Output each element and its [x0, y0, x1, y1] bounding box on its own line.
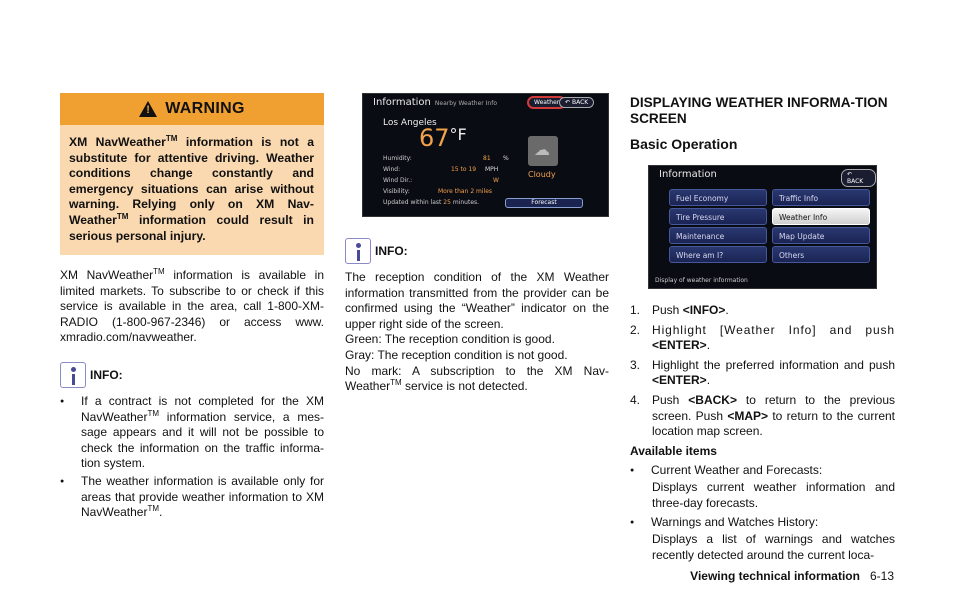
weather-screen-image — [362, 93, 609, 217]
menu-item-weather-info: Weather Info — [772, 208, 870, 225]
step-text: . — [725, 303, 729, 317]
info-paragraph: The reception condition of the XM Weather information transmitted from the provider can be confirmed using the “Weather” indicator on the upper right side of the screen. — [345, 270, 609, 331]
weather-indicator: Weather — [528, 97, 565, 108]
back-label: BACK — [571, 99, 589, 106]
intro-text: XM NavWeather — [60, 268, 154, 282]
back-label: BACK — [847, 178, 864, 185]
item-description: Displays a list of warnings and watches recently detected around the current loca- — [652, 532, 895, 562]
step-text: Push — [652, 392, 689, 407]
intro-paragraph — [60, 268, 324, 346]
temperature-unit: °F — [449, 125, 467, 144]
back-button-screen — [841, 169, 876, 187]
tm-mark: TM — [390, 378, 402, 388]
info-label: INFO: — [90, 367, 123, 382]
page-footer — [690, 569, 894, 583]
menu-item-others: Others — [772, 246, 870, 263]
screen-breadcrumb: Nearby Weather Info — [434, 100, 498, 107]
step-text: to return to the previous screen. Push — [652, 392, 895, 423]
weather-row — [383, 155, 533, 162]
screen-title — [373, 97, 497, 108]
row-value: 15 to 19 — [451, 166, 477, 173]
list-text: The weather information is available only for areas that provide weather information to XM NavWeather — [81, 473, 324, 520]
information-screen-image — [648, 165, 877, 289]
warning-text: XM NavWeather — [69, 135, 166, 149]
menu-item-traffic-info: Traffic Info — [772, 189, 870, 206]
step-item — [630, 393, 895, 440]
row-value: W — [493, 177, 499, 184]
available-items-list — [630, 515, 895, 531]
step-key: <MAP> — [727, 408, 769, 423]
tm-mark: TM — [147, 504, 160, 514]
step-number: 3. — [630, 357, 641, 372]
column-middle — [345, 93, 609, 395]
section-heading: DISPLAYING WEATHER INFORMA-TION SCREEN — [630, 95, 888, 126]
available-items-heading: Available items — [630, 443, 717, 458]
step-key: <INFO> — [682, 303, 726, 317]
menu-item-tire-pressure: Tire Pressure — [669, 208, 767, 225]
row-value: 81 — [483, 155, 491, 162]
warning-body — [60, 125, 324, 255]
cloudy-icon — [528, 136, 558, 166]
updated-minutes: 25 — [443, 199, 451, 206]
info-label: INFO: — [375, 244, 408, 258]
list-item — [60, 474, 324, 521]
list-text: If a contract is not completed for the XM NavWeather — [81, 393, 324, 424]
menu-item-map-update: Map Update — [772, 227, 870, 244]
subsection-heading: Basic Operation — [630, 136, 738, 152]
warning-title: WARNING — [165, 100, 245, 117]
tm-mark: TM — [165, 133, 178, 143]
city-name: Los Angeles — [383, 118, 437, 128]
info-text: service is not detected. — [401, 379, 528, 394]
row-label: Humidity: — [383, 155, 412, 162]
list-text: information service, a mes-sage appears and it will not be possible to check the information on the traffic informa-tion system. — [81, 409, 324, 471]
list-item: ● Current Weather and Forecasts: — [630, 463, 895, 479]
column-right — [630, 93, 895, 566]
menu-item-fuel-economy: Fuel Economy — [669, 189, 767, 206]
row-value: More than 2 miles — [438, 188, 493, 195]
available-items-list — [630, 463, 895, 479]
info-text: No mark: A subscription to the XM Nav-Weather — [345, 363, 609, 394]
warning-text: information could result in serious personal injury. — [69, 212, 314, 243]
step-item — [630, 358, 895, 389]
step-key: <ENTER> — [652, 338, 707, 353]
warning-header — [60, 93, 324, 125]
step-text: Highlight [Weather Info] and push — [652, 322, 895, 337]
info-icon — [60, 362, 86, 388]
step-number: 1. — [630, 303, 641, 317]
tm-mark: TM — [116, 211, 129, 221]
temperature — [419, 124, 467, 152]
forecast-button-screen: Forecast — [505, 198, 583, 208]
step-item — [630, 323, 895, 354]
info-paragraph — [345, 364, 609, 395]
column-left — [60, 93, 324, 523]
steps-list — [630, 303, 895, 440]
intro-text: information is available in limited markets. To subscribe to or check if this service is available in the area, call 1-800-XM-RADIO (1-800-967-2346) or access www. xmradio.com/navweather. — [60, 268, 324, 345]
info-paragraph: Green: The reception condition is good. — [345, 332, 555, 347]
list-item: ● Warnings and Watches History: — [630, 515, 895, 531]
row-label: Visibility: — [383, 188, 410, 195]
screen-status: Display of weather information — [655, 277, 748, 284]
tm-mark: TM — [153, 267, 165, 276]
step-text: . — [706, 373, 711, 388]
step-text: Push — [652, 303, 683, 317]
step-text: to return to the current location map screen. — [652, 408, 896, 439]
info-heading — [345, 238, 609, 264]
back-icon: ↶ — [565, 99, 571, 106]
row-unit: MPH — [485, 166, 499, 173]
weather-condition: Cloudy — [528, 170, 556, 179]
step-key: <BACK> — [688, 392, 737, 407]
step-text: . — [706, 338, 711, 353]
info-list — [60, 394, 324, 521]
list-item — [60, 394, 324, 472]
updated-text: Updated within last — [383, 199, 442, 206]
info-icon — [345, 238, 371, 264]
step-text: Highlight the preferred information and push — [652, 357, 895, 372]
screen-title: Information — [659, 169, 717, 180]
weather-row — [383, 188, 533, 195]
menu-item-where-am-i: Where am I? — [669, 246, 767, 263]
row-unit: % — [503, 155, 509, 162]
list-text: . — [159, 505, 163, 520]
step-key: <ENTER> — [652, 373, 707, 388]
warning-text: information is not a substitute for attentive driving. Weather conditions change constantly and emergency situations can arise without warning. Relying only on XM Nav-Weather — [69, 135, 314, 227]
temperature-value: 67 — [419, 124, 450, 152]
row-label: Wind: — [383, 166, 401, 173]
page-number: 6-13 — [869, 569, 894, 583]
info-paragraph: Gray: The reception condition is not good. — [345, 347, 568, 362]
menu-item-maintenance: Maintenance — [669, 227, 767, 244]
updated-text: minutes. — [452, 199, 480, 206]
weather-row — [383, 177, 533, 184]
item-description: Displays current weather information and three-day forecasts. — [652, 480, 895, 510]
tm-mark: TM — [147, 408, 160, 418]
footer-title: Viewing technical information — [690, 569, 860, 583]
step-number: 4. — [630, 392, 641, 407]
step-number: 2. — [630, 322, 641, 337]
info-heading — [60, 362, 324, 388]
row-label: Wind Dir.: — [383, 177, 413, 184]
back-icon: ↶ — [847, 171, 853, 178]
screen-title-text: Information — [373, 97, 431, 108]
weather-row — [383, 166, 533, 173]
step-item — [630, 303, 895, 319]
back-button-screen — [559, 97, 594, 108]
warning-icon — [139, 101, 157, 117]
